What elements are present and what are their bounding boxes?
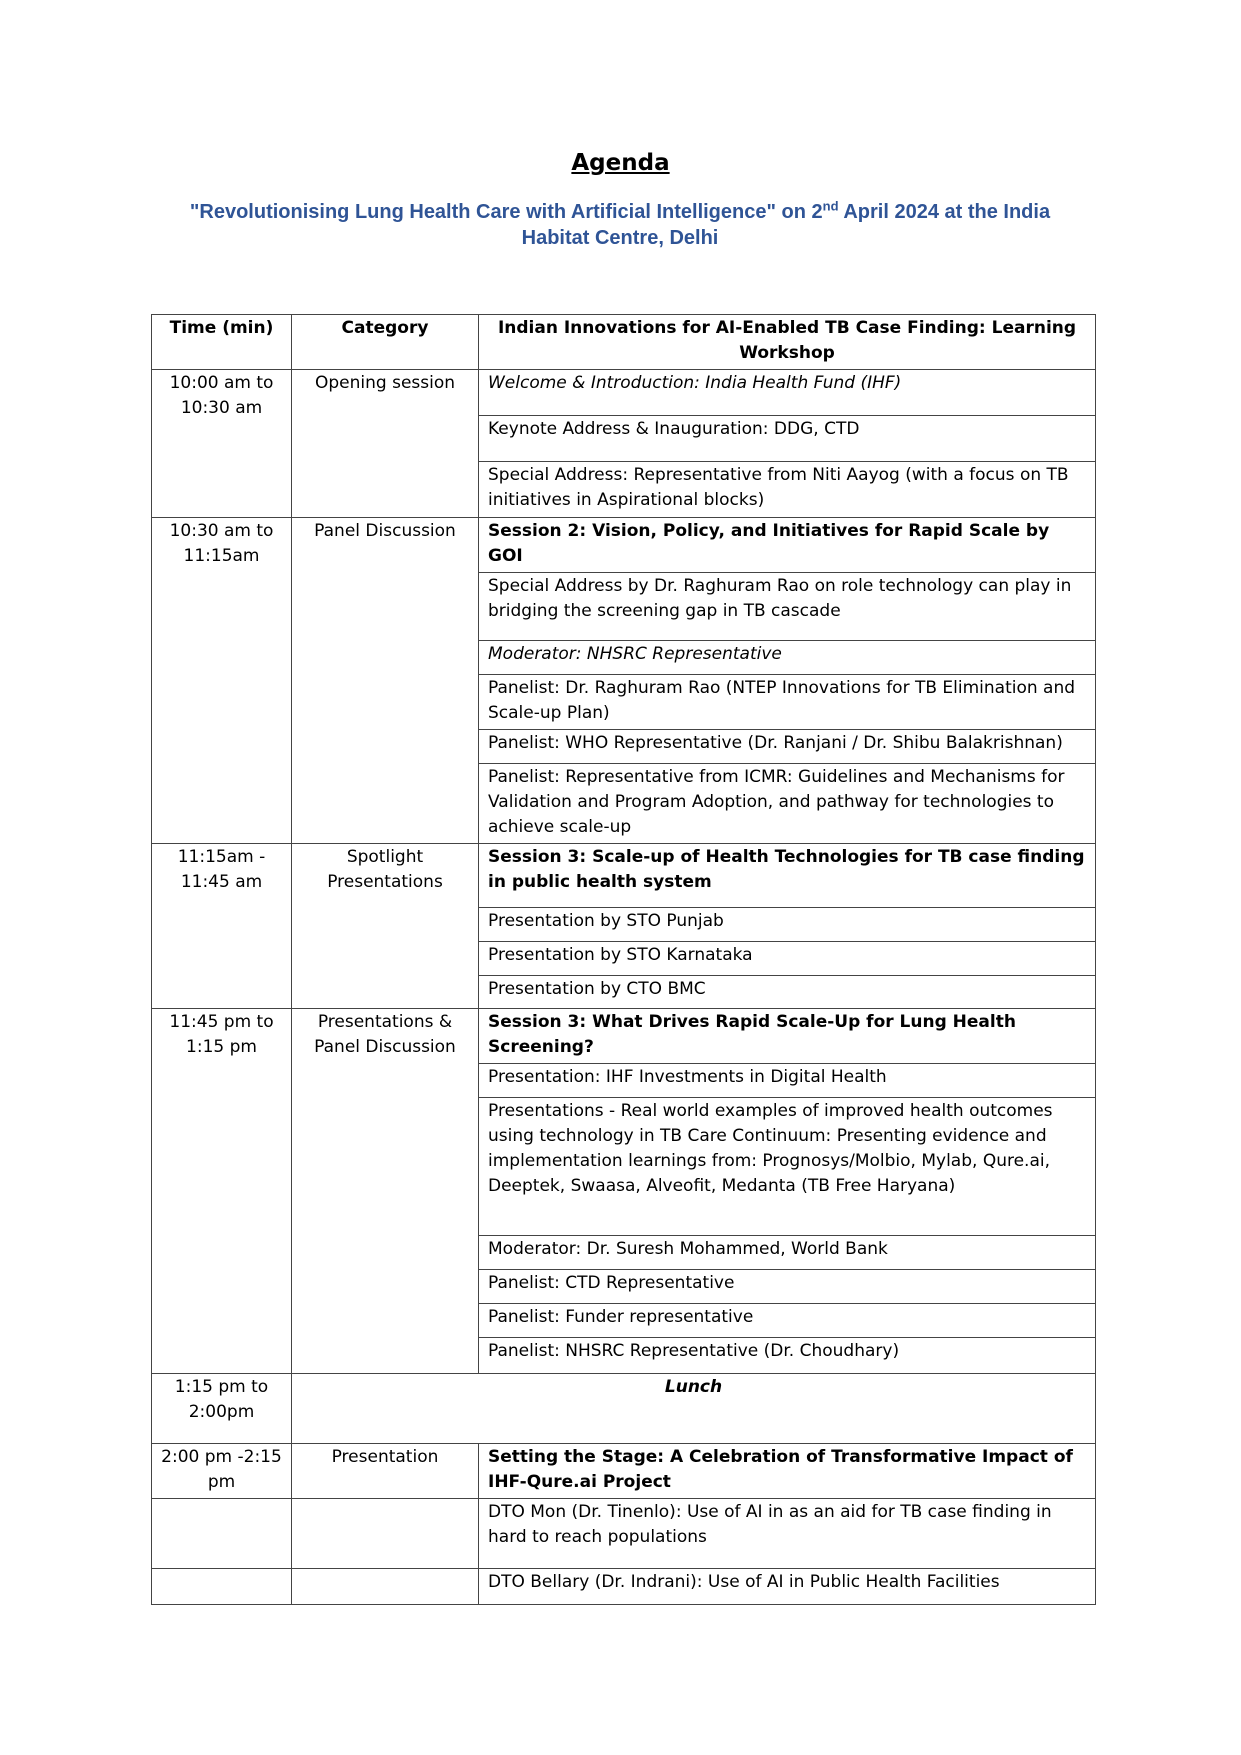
lunch-label: Lunch [292, 1374, 1096, 1444]
agenda-item: Presentation: IHF Investments in Digital Health [479, 1064, 1096, 1098]
agenda-item: Moderator: NHSRC Representative [479, 641, 1096, 675]
agenda-table [151, 314, 1096, 1605]
table-row [152, 1569, 1096, 1605]
header-time: Time (min) [152, 315, 292, 370]
empty-cell [292, 1569, 479, 1605]
category-cell: Spotlight Presentations [292, 844, 479, 1009]
category-cell: Presentation [292, 1444, 479, 1499]
empty-cell [292, 1499, 479, 1569]
agenda-item: Special Address: Representative from Niti Aayog (with a focus on TB initiatives in Aspirational blocks) [479, 462, 1096, 518]
category-cell: Opening session [292, 370, 479, 518]
agenda-item: DTO Mon (Dr. Tinenlo): Use of AI in as an aid for TB case finding in hard to reach populations [479, 1499, 1096, 1569]
agenda-item: Panelist: Funder representative [479, 1304, 1096, 1338]
time-cell: 1:15 pm to 2:00pm [152, 1374, 292, 1444]
agenda-item: Moderator: Dr. Suresh Mohammed, World Bank [479, 1236, 1096, 1270]
table-row [152, 518, 1096, 573]
agenda-item: Panelist: NHSRC Representative (Dr. Choudhary) [479, 1338, 1096, 1374]
header-topic: Indian Innovations for AI-Enabled TB Case Finding: Learning Workshop [479, 315, 1096, 370]
agenda-item: Session 3: Scale-up of Health Technologies for TB case finding in public health system [479, 844, 1096, 908]
agenda-item: Panelist: WHO Representative (Dr. Ranjani / Dr. Shibu Balakrishnan) [479, 730, 1096, 764]
agenda-item: Session 2: Vision, Policy, and Initiatives for Rapid Scale by GOI [479, 518, 1096, 573]
subtitle-part-2: April 2024 at the India [838, 201, 1051, 223]
lunch-row [152, 1374, 1096, 1444]
time-cell: 10:30 am to 11:15am [152, 518, 292, 844]
subtitle-ordinal-suffix: nd [822, 198, 839, 214]
agenda-item: Welcome & Introduction: India Health Fund (IHF) [479, 370, 1096, 416]
table-row [152, 1499, 1096, 1569]
agenda-item: Panelist: CTD Representative [479, 1270, 1096, 1304]
category-cell: Panel Discussion [292, 518, 479, 844]
table-row [152, 1444, 1096, 1499]
agenda-item: Keynote Address & Inauguration: DDG, CTD [479, 416, 1096, 462]
event-subtitle [150, 199, 1090, 251]
subtitle-part-1: "Revolutionising Lung Health Care with Artificial Intelligence" on 2 [189, 201, 823, 223]
time-cell: 11:15am - 11:45 am [152, 844, 292, 1009]
agenda-item: Panelist: Dr. Raghuram Rao (NTEP Innovations for TB Elimination and Scale-up Plan) [479, 675, 1096, 730]
table-header-row [152, 315, 1096, 370]
table-row [152, 1009, 1096, 1064]
time-cell: 11:45 pm to 1:15 pm [152, 1009, 292, 1374]
agenda-item: Session 3: What Drives Rapid Scale-Up for Lung Health Screening? [479, 1009, 1096, 1064]
category-cell: Presentations & Panel Discussion [292, 1009, 479, 1374]
page-title: Agenda [571, 150, 670, 176]
table-row [152, 844, 1096, 908]
table-row [152, 370, 1096, 416]
empty-cell [152, 1569, 292, 1605]
agenda-item: Presentation by STO Karnataka [479, 942, 1096, 976]
agenda-item: Panelist: Representative from ICMR: Guidelines and Mechanisms for Validation and Program Adoption, and pathway for technologies to achieve scale-up [479, 764, 1096, 844]
empty-cell [152, 1499, 292, 1569]
subtitle-line-2: Habitat Centre, Delhi [521, 227, 719, 249]
agenda-item: Presentation by CTO BMC [479, 976, 1096, 1009]
agenda-item: Special Address by Dr. Raghuram Rao on role technology can play in bridging the screening gap in TB cascade [479, 573, 1096, 641]
header-category: Category [292, 315, 479, 370]
agenda-item: Setting the Stage: A Celebration of Transformative Impact of IHF-Qure.ai Project [479, 1444, 1096, 1499]
time-cell: 2:00 pm -2:15 pm [152, 1444, 292, 1499]
agenda-item: Presentation by STO Punjab [479, 908, 1096, 942]
agenda-item: DTO Bellary (Dr. Indrani): Use of AI in Public Health Facilities [479, 1569, 1096, 1605]
agenda-item: Presentations - Real world examples of improved health outcomes using technology in TB Care Continuum: Presenting evidence and implementation learnings from: Prognosys/Molbio, Mylab, Qure.ai, Deeptek, Swaasa, Alveofit, Medanta (TB Free Haryana) [479, 1098, 1096, 1236]
time-cell: 10:00 am to 10:30 am [152, 370, 292, 518]
